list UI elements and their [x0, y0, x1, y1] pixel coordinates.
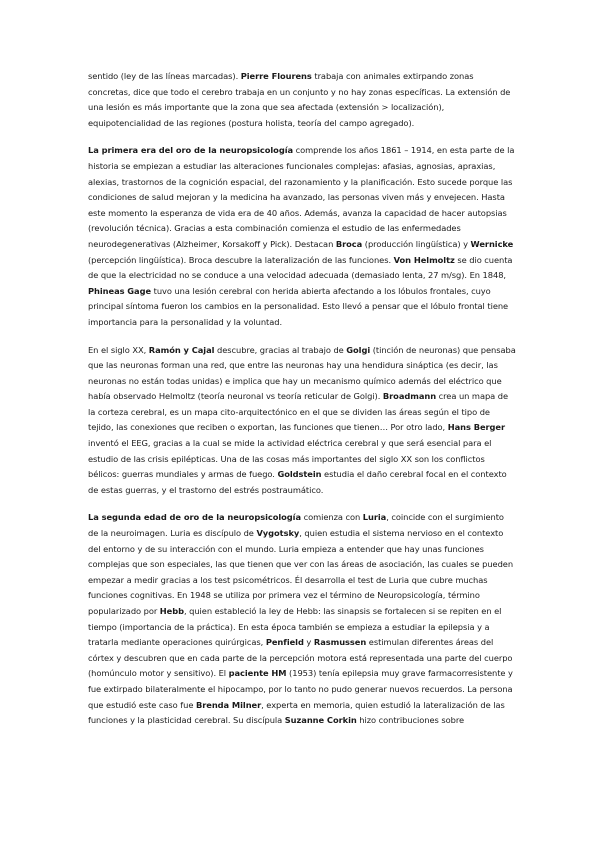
bold-term: Hebb [159, 606, 184, 616]
bold-term: La segunda edad de oro de la neuropsicología [88, 512, 301, 523]
bold-term: Luria [362, 512, 387, 523]
bold-term: Penfield [265, 637, 304, 648]
text-run: tuvo una lesión cerebral con herida abierta afectando a los lóbulos frontales, cuyo principal síntoma fueron los cambios en la personalidad. Esto llevó a pensar que el lóbulo frontal tiene importancia para la personalidad y la voluntad. [88, 285, 509, 327]
text-run: trabaja con animales extirpando zonas concretas, dice que todo el cerebro trabaja en un conjunto y no hay zonas específicas. La extensión de una lesión es más importante que la zona que sea afectada (extensión > localización), equipotencialidad de las regiones (postura holista, teoría del campo agregado). [88, 71, 511, 128]
text-run: (1953) tenía epilepsia muy grave farmacorresistente y fue extirpado bilateralmente el hipocampo, por lo tanto no pudo generar nuevos recuerdos. La persona que estudió este caso fue [88, 668, 513, 710]
text-run: (producción lingüística) y [362, 238, 471, 249]
bold-term: Phineas Gage [88, 285, 152, 296]
text-run: (tinción de neuronas) que pensaba que las neuronas forman una red, que entre las neuronas hay una hendidura sináptica (es decir, las neuronas no están todas unidas) e implica que hay un mecanismo químico además del eléctrico que había observado Helmoltz (teoría neuronal vs teoría reticular de Golgi). [88, 344, 516, 402]
text-run: comienza con [301, 512, 363, 523]
bold-term: Goldstein [277, 469, 322, 480]
text-run: inventó el EEG, gracias a la cual se mide la actividad eléctrica cerebral y que será esencial para el estudio de las crisis epilépticas. Una de las cosas más importantes del siglo XX son los conflictos bélicos: guerras mundiales y armas de fuego. [88, 438, 492, 480]
text-run: hizo contribuciones sobre [356, 715, 465, 726]
text-run: crea un mapa de la corteza cerebral, es un mapa cito-arquitectónico en el que se dividen las áreas según el tipo de tejido, las conexiones que reciben o exportan, las funciones que tienen… Por otro lado, [88, 391, 509, 433]
text-run: y [303, 637, 314, 648]
paragraph-flourens [88, 69, 516, 131]
bold-term: Broca [335, 238, 363, 249]
bold-term: Vygotsky [256, 528, 300, 539]
text-run: se dio cuenta de que la electricidad no se conduce a una velocidad adecuada (demasiado lenta, 27 m/sg). En 1848, [88, 254, 513, 281]
text-run: descubre, gracias al trabajo de [214, 344, 347, 355]
text-run: , quien estableció la ley de Hebb: las sinapsis se fortalecen si se repiten en el tiempo (importancia de la práctica). En esta época también se empieza a estudiar la epilepsia y a tratarla mediante operaciones quirúrgicas, [88, 606, 502, 648]
text-run: En el siglo XX, [88, 344, 149, 355]
paragraph-segunda-edad [88, 510, 516, 728]
bold-term: Wernicke [470, 238, 514, 249]
text-run: estimulan diferentes áreas del córtex y descubren que en cada parte de la percepción motora está representada una parte del cuerpo (homúnculo motor y sensitivo). El [88, 637, 513, 679]
text-run: , coincide con el surgimiento de la neuroimagen. Luria es discípulo de [88, 512, 504, 539]
text-run: comprende los años 1861 – 1914, en esta parte de la historia se empiezan a estudiar las alteraciones funcionales complejas: afasias, agnosias, apraxias, alexias, trastornos de la cognición espacial, del razonamiento y la planificación. Esto sucede porque las condiciones de salud mejoran y la medicina ha avanzado, las personas viven más y envejecen. Hasta este momento la esperanza de vida era de 40 años. Además, avanza la capacidad de hacer autopsias (revolución técnica). Gracias a esta combinación comienza el estudio de las enfermedades neurodegenerativas (Alzheimer, Korsakoff y Pick). Destacan [88, 145, 515, 249]
document-body [88, 69, 516, 741]
text-run: , quien estudia el sistema nervioso en el contexto del entorno y de su interacción con el mundo. Luria empieza a entender que hay unas funciones complejas que son especiales, las que tienen que ver con las áreas de asociación, las cuales se pueden empezar a medir gracias a los test psicométricos. Él desarrolla el test de Luria que cubre muchas funciones cognitivas. En 1948 se utiliza por primera vez el término de Neuropsicología, término popularizado por [88, 528, 514, 616]
paragraph-primera-era [88, 143, 516, 330]
bold-term: Hans Berger [447, 422, 506, 433]
bold-term: Broadmann [382, 391, 437, 402]
paragraph-siglo-xx [88, 343, 516, 499]
bold-term: Ramón y Cajal [148, 344, 215, 355]
bold-term: Von Helmoltz [393, 254, 455, 265]
bold-term: Rasmussen [313, 637, 367, 648]
text-run: estudia el daño cerebral focal en el contexto de estas guerras, y el trastorno del estrés postraumático. [88, 469, 507, 495]
text-run: (percepción lingüística). Broca descubre la lateralización de las funciones. [88, 254, 394, 265]
bold-term: La primera era del oro de la neuropsicología [88, 145, 294, 156]
text-run: , experta en memoria, quien estudió la lateralización de las funciones y la plasticidad cerebral. Su discípula [88, 699, 505, 726]
bold-term: Pierre Flourens [240, 71, 312, 81]
text-run: sentido (ley de las líneas marcadas). [88, 71, 241, 81]
bold-term: paciente HM [228, 668, 287, 679]
bold-term: Golgi [346, 344, 371, 355]
bold-term: Brenda Milner [195, 699, 262, 710]
bold-term: Suzanne Corkin [284, 715, 357, 726]
